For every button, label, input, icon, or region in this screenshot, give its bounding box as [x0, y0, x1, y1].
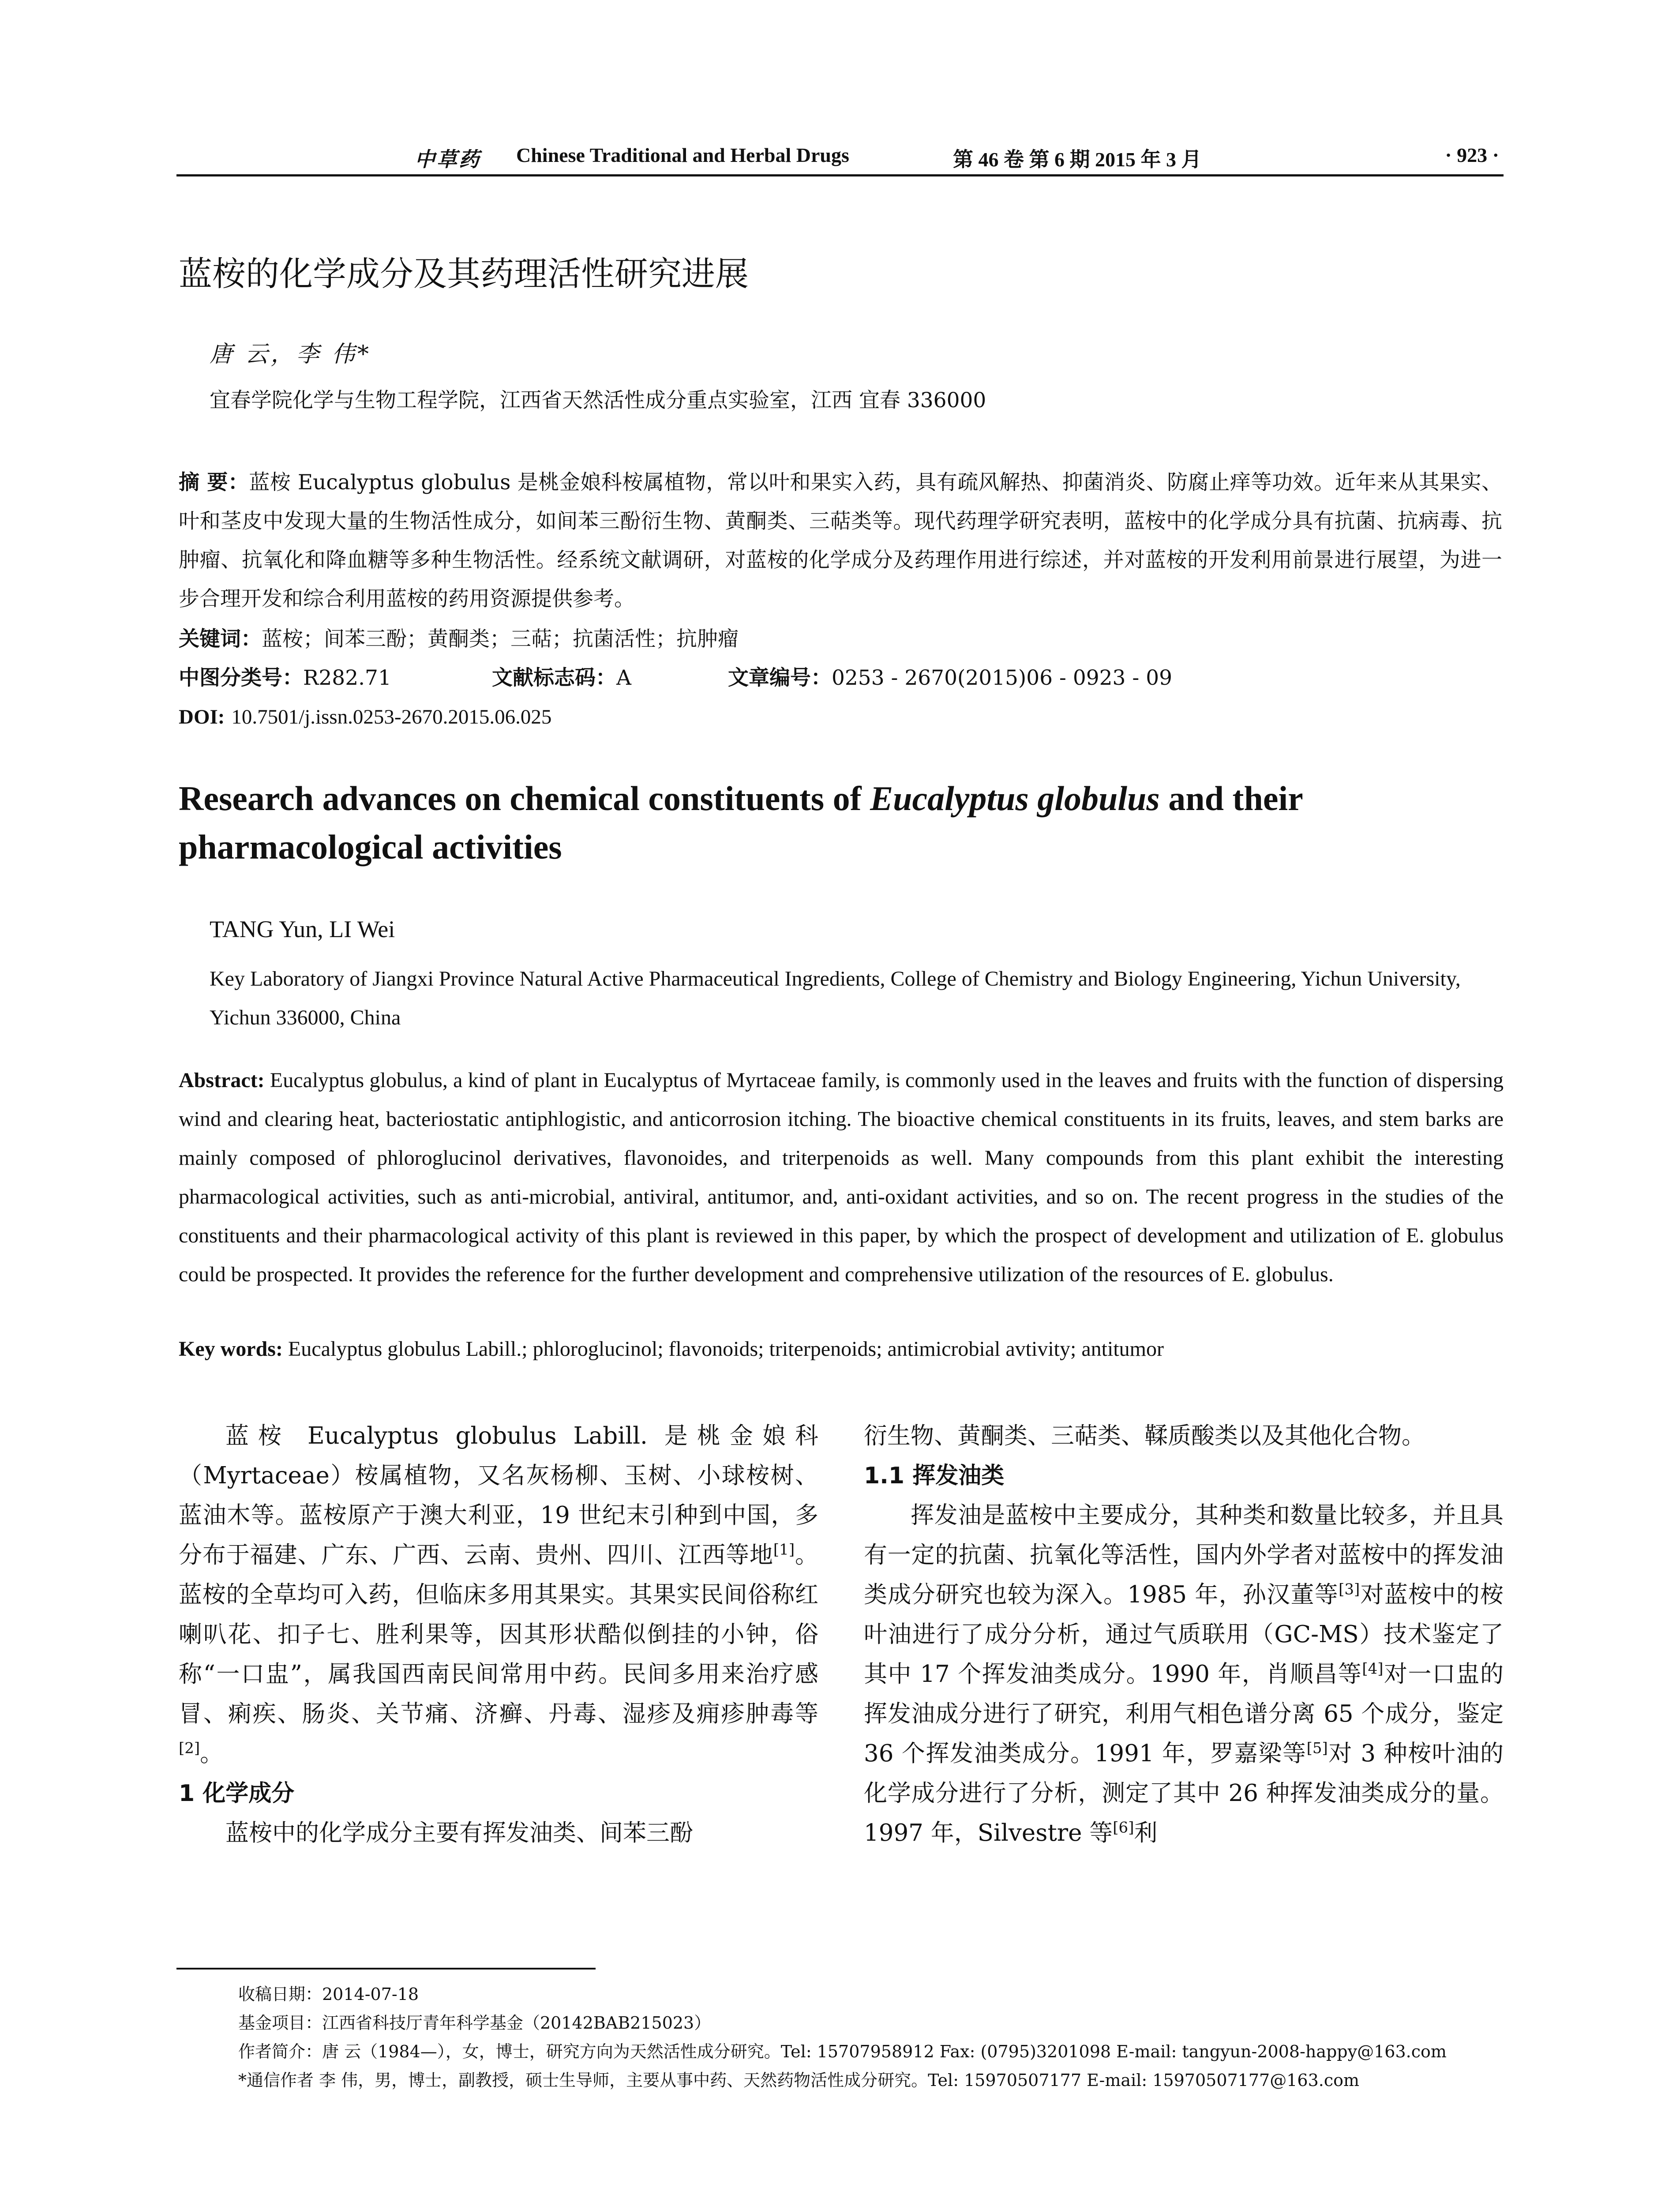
authors-cn: 唐 云，李 伟* [210, 341, 372, 368]
citation-2[interactable]: [2] [179, 1739, 200, 1757]
article-no-value: 0253 - 2670(2015)06 - 0923 - 09 [832, 666, 1173, 690]
doc-code-value: A [616, 666, 631, 690]
body-column-left [179, 1416, 818, 1853]
authors-en: TANG Yun, LI Wei [210, 916, 395, 942]
keywords-cn-label: 关键词： [179, 627, 262, 651]
header-rule [176, 174, 1504, 176]
citation-5[interactable]: [5] [1306, 1739, 1328, 1757]
doi-label: DOI: [179, 705, 225, 728]
doc-code-label: 文献标志码： [492, 666, 616, 690]
vo-text-d: 对 3 种桉叶油的化学成分进行了分析，测定了其中 26 种挥发油类成分的量。1997 年，Silvestre 等 [864, 1740, 1504, 1846]
abstract-en [179, 1061, 1504, 1294]
citation-3[interactable]: [3] [1339, 1580, 1360, 1598]
volatile-oil-paragraph [864, 1496, 1504, 1853]
vo-text-e: 利 [1134, 1820, 1158, 1846]
continued-paragraph: 衍生物、黄酮类、三萜类、鞣质酸类以及其他化合物。 [864, 1422, 1425, 1449]
clc-value: R282.71 [303, 666, 391, 690]
abstract-en-label: Abstract: [179, 1069, 265, 1092]
intro-text-a: 蓝桉 Eucalyptus globulus Labill. 是桃金娘科（Myrtaceae）桉属植物，又名灰杨柳、玉树、小球桉树、蓝油木等。蓝桉原产于澳大利亚，19 世纪末引种到中国，多分布于福建、广东、广西、云南、贵州、四川、江西等地 [179, 1422, 818, 1568]
doi-value: 10.7501/j.issn.0253-2670.2015.06.025 [231, 705, 552, 728]
article-no-label: 文章编号： [728, 666, 832, 690]
title-en-part2: and their pharmacological activities [179, 779, 1303, 866]
abstract-cn [179, 463, 1502, 619]
body-column-right [864, 1416, 1504, 1853]
volume-info: 第 46 卷 第 6 期 2015 年 3 月 [953, 148, 1202, 171]
vo-text-a: 挥发油是蓝桉中主要成分，其种类和数量比较多，并且具有一定的抗菌、抗氧化等活性，国内外学者对蓝桉中的挥发油类成分研究也较为深入。1985 年，孙汉董等 [864, 1502, 1504, 1608]
title-en-part1: Research advances on chemical constituents of [179, 779, 862, 818]
title-en [179, 774, 1524, 871]
classification-line [179, 659, 1502, 698]
running-header [176, 135, 1504, 170]
journal-name-en: Chinese Traditional and Herbal Drugs [516, 144, 849, 166]
keywords-en-label: Key words: [179, 1337, 283, 1361]
clc-label: 中图分类号： [179, 666, 303, 690]
keywords-en-text: Eucalyptus globulus Labill.; phloroglucinol; flavonoids; triterpenoids; antimicrobial avtivity; antitumor [288, 1337, 1164, 1361]
keywords-en [179, 1337, 1504, 1361]
keywords-cn-text: 蓝桉；间苯三酚；黄酮类；三萜；抗菌活性；抗肿瘤 [262, 627, 739, 651]
abstract-en-text: Eucalyptus globulus, a kind of plant in Eucalyptus of Myrtaceae family, is commonly used in the leaves and fruits with the function of dispersing wind and clearing heat, bacteriostatic antiphlogistic, and anticorrosion itching. The bioactive chemical constituents in its fruits, leaves, and stem barks are mainly composed of phloroglucinol derivatives, flavonoides, and triterpenoids as well. Many compounds from this plant exhibit the interesting pharmacological activities, such as anti-microbial, antiviral, antitumor, and, anti-oxidant activities, and so on. The recent progress in the studies of the constituents and their pharmacological activity of this plant is reviewed in this paper, by which the prospect of development and utilization of E. globulus could be prospected. It provides the reference for the further development and comprehensive utilization of the resources of E. globulus. [179, 1069, 1504, 1286]
title-en-species: Eucalyptus globulus [870, 779, 1160, 818]
citation-1[interactable]: [1] [773, 1541, 795, 1559]
section-1-paragraph: 蓝桉中的化学成分主要有挥发油类、间苯三酚 [225, 1820, 693, 1846]
abstract-cn-text: 蓝桉 Eucalyptus globulus 是桃金娘科桉属植物，常以叶和果实入药，具有疏风解热、抑菌消炎、防腐止痒等功效。近年来从其果实、叶和茎皮中发现大量的生物活性成分，如间苯三酚衍生物、黄酮类、三萜类等。现代药理学研究表明，蓝桉中的化学成分具有抗菌、抗病毒、抗肿瘤、抗氧化和降血糖等多种生物活性。经系统文献调研，对蓝桉的化学成分及药理作用进行综述，并对蓝桉的开发利用前景进行展望，为进一步合理开发和综合利用蓝桉的药用资源提供参考。 [179, 470, 1502, 611]
affiliation-en: Key Laboratory of Jiangxi Province Natural Active Pharmaceutical Ingredients, College of Chemistry and Biology Engineering, Yichun University, Yichun 336000, China [210, 967, 1461, 1029]
footnote-rule [176, 1968, 596, 1970]
citation-6[interactable]: [6] [1113, 1819, 1134, 1837]
citation-4[interactable]: [4] [1362, 1660, 1384, 1678]
intro-text-b: 。蓝桉的全草均可入药，但临床多用其果实。其果实民间俗称红喇叭花、扣子七、胜利果等，因其形状酷似倒挂的小钟，俗称“一口盅”，属我国西南民间常用中药。民间多用来治疗感冒、痢疾、肠炎、关节痛、济癣、丹毒、湿疹及痈疹肿毒等 [179, 1542, 819, 1727]
intro-paragraph [179, 1416, 818, 1774]
keywords-cn [179, 620, 1502, 659]
section-heading-1: 1 化学成分 [179, 1780, 295, 1807]
vo-text-c: 对一口盅的挥发油成分进行了研究，利用气相色谱分离 65 个成分，鉴定 36 个挥发油类成分。1991 年，罗嘉梁等 [864, 1661, 1504, 1767]
title-cn: 蓝桉的化学成分及其药理活性研究进展 [179, 254, 749, 293]
intro-text-c: 。 [200, 1740, 224, 1767]
section-heading-1-1: 1.1 挥发油类 [864, 1463, 1005, 1489]
footnote-author: 作者简介：唐 云（1984—），女，博士，研究方向为天然活性成分研究。Tel: 15707958912 Fax: (0795)3201098 E-mail: tangyun-2008-happy@163.com [238, 2042, 1447, 2061]
affiliation-cn: 宜春学院化学与生物工程学院，江西省天然活性成分重点实验室，江西 宜春 336000 [210, 388, 986, 413]
doi-line [179, 698, 1502, 736]
page-number: · 923 · [1445, 144, 1499, 166]
journal-name-cn: 中草药 [415, 147, 481, 171]
abstract-cn-label: 摘 要： [179, 470, 249, 495]
footnote-corresponding: *通信作者 李 伟，男，博士，副教授，硕士生导师，主要从事中药、天然药物活性成分研究。Tel: 15970507177 E-mail: 15970507177@163.com [238, 2071, 1360, 2090]
footnote-fund: 基金项目：江西省科技厅青年科学基金（20142BAB215023） [238, 2013, 711, 2033]
footnote-received: 收稿日期：2014-07-18 [238, 1985, 419, 2004]
vo-text-b: 对蓝桉中的桉叶油进行了成分分析，通过气质联用（GC-MS）技术鉴定了其中 17 个挥发油类成分。1990 年，肖顺昌等 [864, 1581, 1504, 1688]
